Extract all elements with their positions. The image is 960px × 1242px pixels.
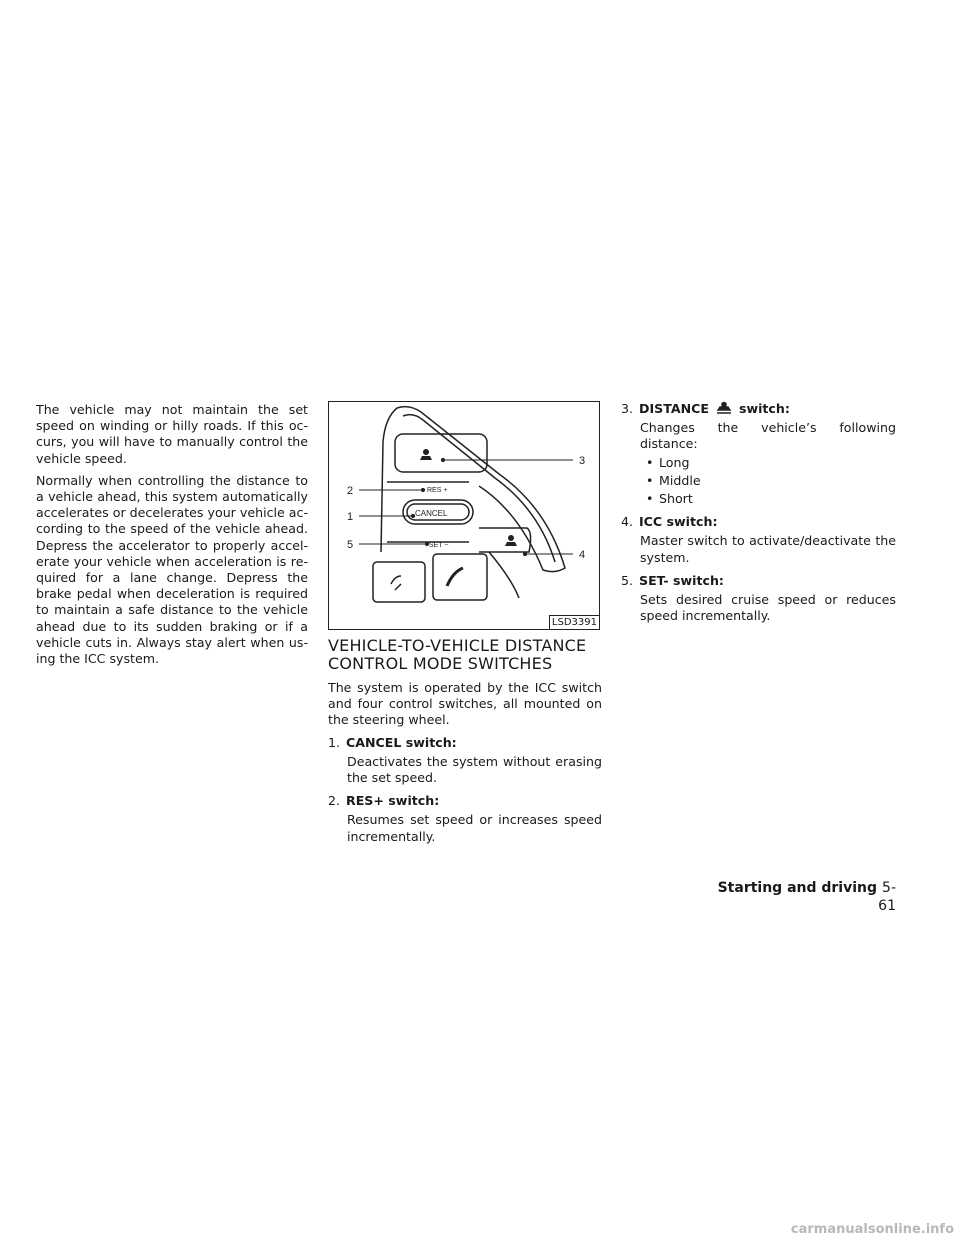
item-number: 4.: [621, 514, 634, 530]
item-description: Deactivates the system without erasing the set speed.: [347, 753, 602, 786]
list-item: [621, 514, 896, 530]
figure-code: LSD3391: [549, 615, 599, 629]
distance-icon: [715, 401, 733, 415]
bullet: •: [646, 491, 654, 507]
callout-1: 1: [347, 511, 354, 523]
item-number: 1.: [328, 734, 341, 750]
section-intro: The system is operated by the ICC switch and four control switches, all mounted on the steering wheel.: [328, 680, 602, 728]
steering-switch-illustration: [328, 401, 600, 630]
list-item: [621, 573, 896, 589]
footer-section: Starting and driving: [717, 880, 878, 896]
list-item: [646, 473, 896, 489]
page-number: 5-61: [878, 880, 896, 914]
list-item: [621, 401, 896, 417]
callout-2: 2: [347, 485, 354, 497]
distance-control-paragraph: Normally when controlling the distance to a vehicle ahead, this system automatically accelerates or decelerates your vehicle ac-cording to the speed of the vehicle ahead. Depress the accelerator to properly accel-erate your vehicle when acceleration is re-quired for a lane change. Depress the brake pedal when deceleration is required to maintain a safe distance to the vehicle ahead due to its sudden braking or if a vehicle cuts in. Always stay alert when us-ing the ICC system.: [36, 472, 308, 667]
right-column: [621, 401, 896, 631]
callout-5: 5: [347, 539, 354, 551]
item-description: Resumes set speed or increases speed incrementally.: [347, 812, 602, 844]
item-title-suffix: switch:: [738, 401, 790, 416]
heading-line-2: CONTROL MODE SWITCHES: [328, 654, 553, 673]
item-description: Master switch to activate/deactivate the system.: [640, 533, 896, 565]
option-label: Short: [659, 491, 693, 507]
section-heading: [328, 637, 602, 673]
item-number: 5.: [621, 572, 634, 588]
cancel-button-label: CANCEL: [415, 509, 448, 518]
callout-3: 3: [579, 455, 586, 467]
item-number: 2.: [328, 793, 341, 809]
page-footer: [708, 879, 896, 915]
item-title: DISTANCE: [639, 401, 709, 416]
left-column: [36, 402, 308, 673]
distance-options: [640, 455, 896, 508]
list-item: [646, 491, 896, 507]
watermark: carmanualsonline.info: [790, 1222, 954, 1237]
bullet: •: [646, 472, 654, 488]
callout-4: 4: [579, 549, 586, 561]
item-title: SET- switch:: [639, 572, 724, 588]
bullet: •: [646, 454, 654, 470]
list-item: [328, 735, 602, 751]
item-title: ICC switch:: [639, 514, 718, 530]
item-title: CANCEL switch:: [346, 734, 457, 750]
item-number: 3.: [621, 401, 634, 416]
set-button-label: SET −: [429, 542, 449, 549]
list-item: [328, 793, 602, 809]
item-description: Sets desired cruise speed or reduces speed incrementally.: [640, 592, 896, 624]
option-label: Middle: [659, 472, 701, 488]
middle-column: [328, 401, 602, 852]
list-item: [646, 455, 896, 471]
steering-switch-drawing: [329, 402, 601, 631]
item-title: RES+ switch:: [346, 793, 440, 809]
res-button-label: RES +: [427, 487, 448, 494]
item-description: Changes the vehicle’s following distance:: [640, 420, 896, 452]
heading-line-1: VEHICLE-TO-VEHICLE DISTANCE: [328, 636, 587, 655]
option-label: Long: [659, 454, 690, 470]
speed-warning-paragraph: The vehicle may not maintain the set speed on winding or hilly roads. If this oc-curs, you will have to manually control the vehicle speed.: [36, 402, 308, 466]
